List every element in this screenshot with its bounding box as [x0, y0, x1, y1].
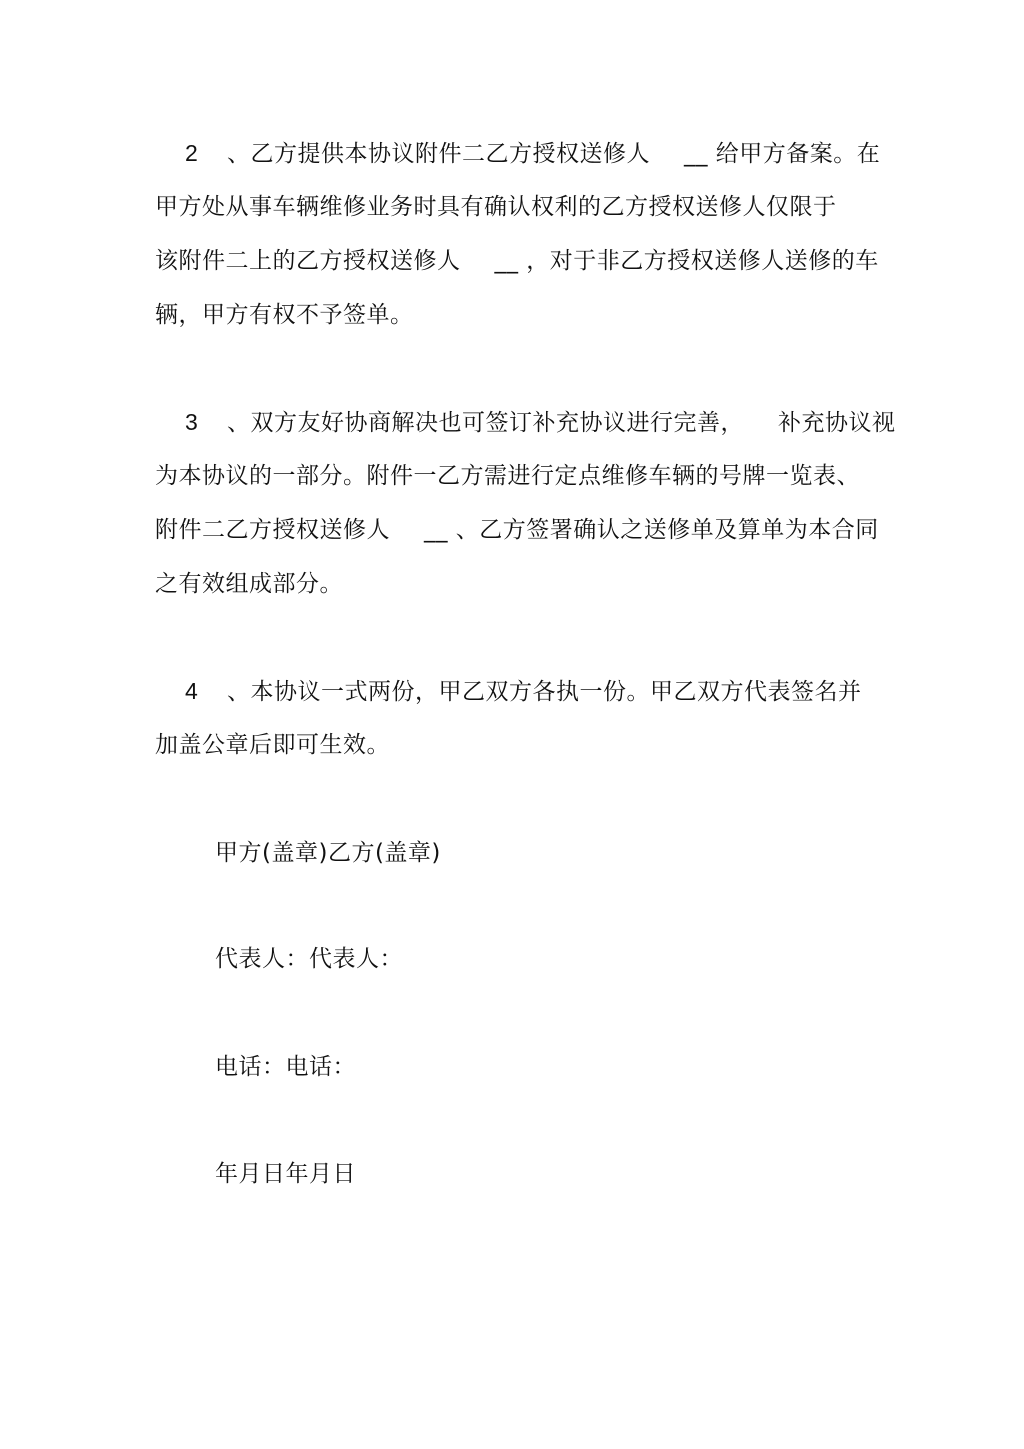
paragraph-2-line-1: 2 、乙方提供本协议附件二乙方授权送修人 __ 给甲方备案。在	[185, 140, 881, 167]
signature-parties: 甲方(盖章)乙方(盖章)	[215, 840, 441, 866]
paragraph-3-line-1: 3 、双方友好协商解决也可签订补充协议进行完善， 补充协议视	[185, 409, 896, 436]
paragraph-number: 2	[185, 140, 199, 166]
paragraph-3-line-4: 之有效组成部分。	[155, 571, 343, 597]
signature-phones: 电话：电话：	[215, 1054, 356, 1080]
paragraph-number: 4	[185, 678, 199, 704]
paragraph-3-line-2: 为本协议的一部分。附件一乙方需进行定点维修车辆的号牌一览表、	[155, 463, 860, 489]
paragraph-3-line-3: 附件二乙方授权送修人 __ 、乙方签署确认之送修单及算单为本合同	[155, 517, 879, 543]
signature-representatives: 代表人：代表人：	[215, 946, 403, 972]
paragraph-2-line-4: 辆，甲方有权不予签单。	[155, 302, 414, 328]
paragraph-number: 3	[185, 409, 199, 435]
signature-dates: 年月日年月日	[215, 1161, 356, 1187]
paragraph-2-line-3: 该附件二上的乙方授权送修人 __ ，对于非乙方授权送修人送修的车	[155, 248, 879, 274]
paragraph-4-line-1: 4 、本协议一式两份，甲乙双方各执一份。甲乙双方代表签名并	[185, 678, 862, 705]
paragraph-2-line-2: 甲方处从事车辆维修业务时具有确认权利的乙方授权送修人仅限于	[155, 194, 837, 220]
paragraph-4-line-2: 加盖公章后即可生效。	[155, 732, 390, 758]
